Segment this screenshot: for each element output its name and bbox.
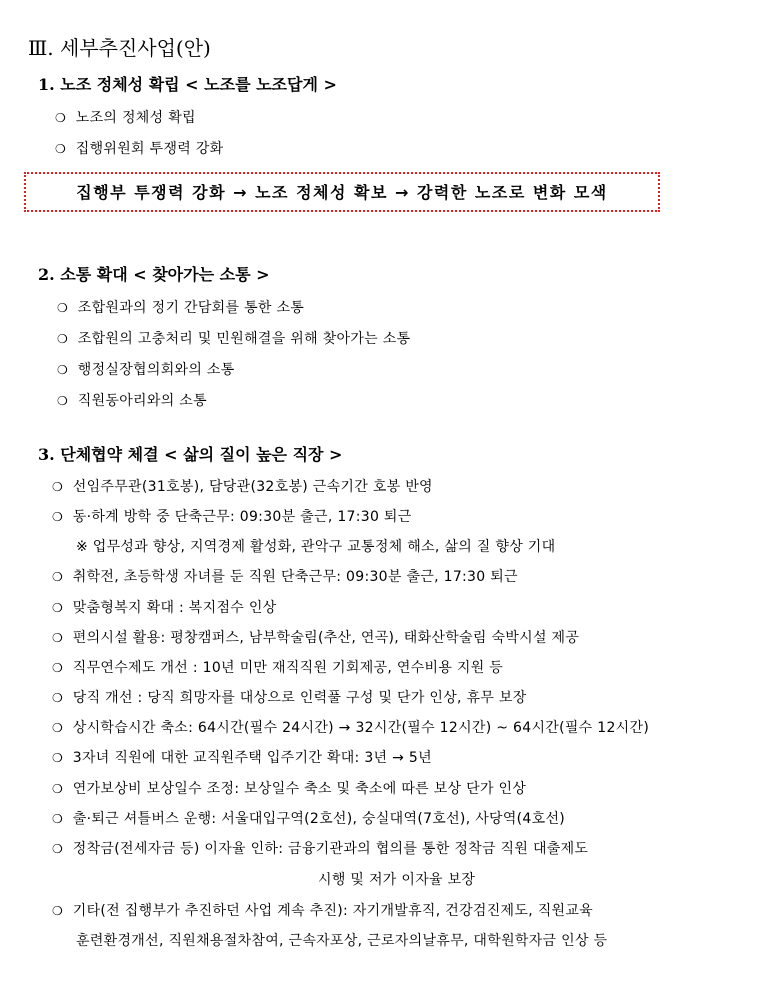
- circle-bullet-icon: ❍: [52, 812, 64, 826]
- list-item: ❍ 당직 개선 : 당직 희망자를 대상으로 인력풀 구성 및 단가 인상, 휴무 보장: [52, 690, 527, 706]
- circle-bullet-icon: ❍: [57, 363, 69, 377]
- circle-bullet-icon: ❍: [52, 751, 64, 765]
- list-item: ❍ 정착금(전세자금 등) 이자율 인하: 금융기관과의 협의를 통한 정착금 직원 대출제도: [52, 841, 589, 857]
- list-item: ❍ 직무연수제도 개선 : 10년 미만 재직직원 기회제공, 연수비용 지원 등: [52, 660, 504, 676]
- circle-bullet-icon: ❍: [52, 782, 64, 796]
- list-item: ❍ 동·하계 방학 중 단축근무: 09:30분 출근, 17:30 퇴근: [52, 509, 412, 525]
- circle-bullet-icon: ❍: [52, 691, 64, 705]
- circle-bullet-icon: ❍: [57, 301, 69, 315]
- section-2-title: 2. 소통 확대 < 찾아가는 소통 >: [38, 265, 270, 284]
- circle-bullet-icon: ❍: [52, 570, 64, 584]
- circle-bullet-icon: ❍: [57, 332, 69, 346]
- note-line: ※ 업무성과 향상, 지역경제 활성화, 관악구 교통정체 해소, 삶의 질 향상 기대: [76, 539, 556, 555]
- list-item: ❍ 연가보상비 보상일수 조정: 보상일수 축소 및 축소에 따른 보상 단가 인상: [52, 781, 527, 797]
- circle-bullet-icon: ❍: [52, 842, 64, 856]
- circle-bullet-icon: ❍: [55, 111, 67, 125]
- section-3-title: 3. 단체협약 체결 < 삶의 질이 높은 직장 >: [38, 445, 343, 464]
- page-title: Ⅲ. 세부추진사업(안): [28, 36, 211, 60]
- list-item: ❍ 취학전, 초등학생 자녀를 둔 직원 단축근무: 09:30분 출근, 17:30 퇴근: [52, 569, 518, 585]
- circle-bullet-icon: ❍: [52, 480, 64, 494]
- circle-bullet-icon: ❍: [52, 661, 64, 675]
- list-item: ❍ 집행위원회 투쟁력 강화: [55, 141, 224, 157]
- list-item: ❍ 출·퇴근 셔틀버스 운행: 서울대입구역(2호선), 숭실대역(7호선), 사당역(4호선): [52, 811, 566, 827]
- circle-bullet-icon: ❍: [52, 631, 64, 645]
- list-item: ❍ 조합원과의 정기 간담회를 통한 소통: [57, 300, 305, 316]
- circle-bullet-icon: ❍: [52, 904, 64, 918]
- list-item: ❍ 맞춤형복지 확대 : 복지점수 인상: [52, 600, 277, 616]
- list-item: ❍ 기타(전 집행부가 추진하던 사업 계속 추진): 자기개발휴직, 건강검진제도, 직원교육: [52, 903, 593, 919]
- circle-bullet-icon: ❍: [52, 510, 64, 524]
- callout-box: 집행부 투쟁력 강화 → 노조 정체성 확보 → 강력한 노조로 변화 모색: [24, 172, 660, 212]
- list-item: ❍ 3자녀 직원에 대한 교직원주택 입주기간 확대: 3년 → 5년: [52, 750, 432, 766]
- circle-bullet-icon: ❍: [55, 142, 67, 156]
- list-item: ❍ 노조의 정체성 확립: [55, 110, 196, 126]
- list-item: ❍ 편의시설 활용: 평창캠퍼스, 남부학술림(추산, 연곡), 태화산학술림 숙박시설 제공: [52, 630, 580, 646]
- section-1-title: 1. 노조 정체성 확립 < 노조를 노조답게 >: [38, 75, 337, 94]
- list-item: ❍ 조합원의 고충처리 및 민원해결을 위해 찾아가는 소통: [57, 331, 411, 347]
- list-item: ❍ 직원동아리와의 소통: [57, 393, 207, 409]
- continuation-line: 훈련환경개선, 직원채용절차참여, 근속자포상, 근로자의날휴무, 대학원학자금 인상 등: [76, 933, 608, 949]
- continuation-line: 시행 및 저가 이자율 보장: [318, 872, 476, 888]
- circle-bullet-icon: ❍: [57, 394, 69, 408]
- list-item: ❍ 선임주무관(31호봉), 담당관(32호봉) 근속기간 호봉 반영: [52, 479, 433, 495]
- list-item: ❍ 상시학습시간 축소: 64시간(필수 24시간) → 32시간(필수 12시간) ~ 64시간(필수 12시간): [52, 720, 650, 736]
- list-item: ❍ 행정실장협의회와의 소통: [57, 362, 235, 378]
- circle-bullet-icon: ❍: [52, 721, 64, 735]
- circle-bullet-icon: ❍: [52, 601, 64, 615]
